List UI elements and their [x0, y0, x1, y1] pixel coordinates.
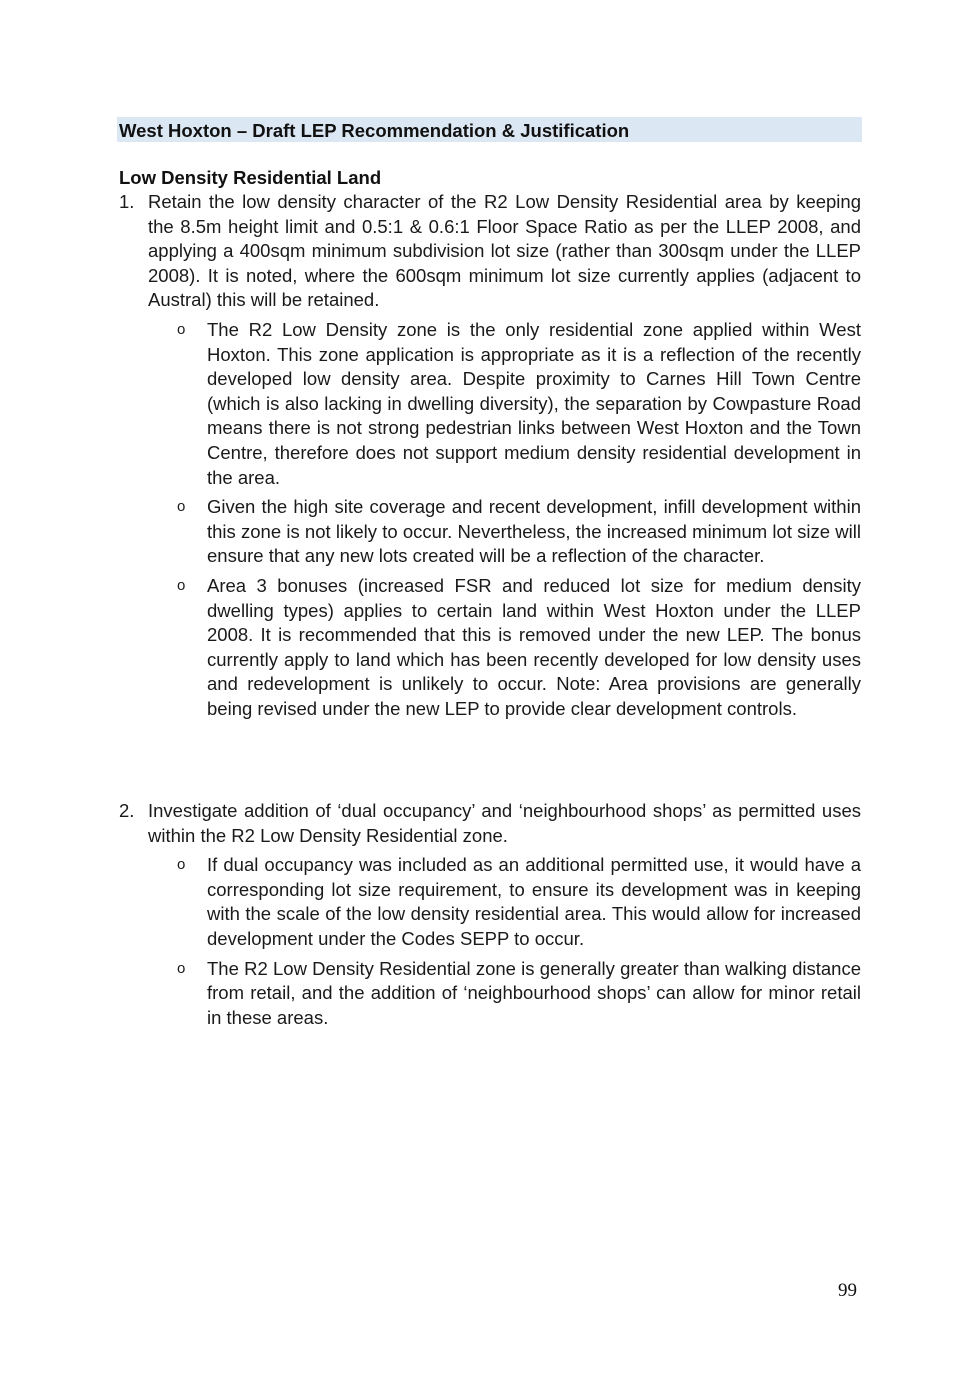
item-text: Investigate addition of ‘dual occupancy’ and ‘neighbourhood shops’ as permitted uses within the R2 Low Density Residential zone.: [148, 800, 861, 846]
list-item: [177, 318, 861, 490]
item-number: 2.: [119, 800, 135, 821]
numbered-item-2: [119, 799, 861, 1035]
bullet-circle-icon: o: [177, 320, 186, 338]
list-item: [177, 853, 861, 951]
numbered-item-1: [119, 190, 861, 726]
bullet-circle-icon: o: [177, 959, 186, 977]
bullet-circle-icon: o: [177, 856, 186, 874]
list-item: [177, 495, 861, 569]
bullet-text: Area 3 bonuses (increased FSR and reduced lot size for medium density dwelling types) applies to certain land within West Hoxton under the LLEP 2008. It is recommended that this is removed under the new LEP. The bonus currently apply to land which has been recently developed for low density uses and redevelopment is unlikely to occur. Note: Area provisions are generally being revised under the new LEP to provide clear development controls.: [207, 574, 861, 719]
bullet-text: If dual occupancy was included as an additional permitted use, it would have a corresponding lot size requirement, to ensure its development was in keeping with the scale of the low density residential area. This would allow for increased development under the Codes SEPP to occur.: [207, 854, 861, 949]
bullet-circle-icon: o: [177, 576, 186, 594]
item-text: Retain the low density character of the R2 Low Density Residential area by keeping the 8.5m height limit and 0.5:1 & 0.6:1 Floor Space Ratio as per the LLEP 2008, and applying a 400sqm minimum subdivision lot size (rather than 300sqm under the LLEP 2008). It is noted, where the 600sqm minimum lot size currently applies (adjacent to Austral) this will be retained.: [148, 191, 861, 311]
page-number: 99: [838, 1280, 857, 1301]
bullet-text: Given the high site coverage and recent development, infill development within this zone is not likely to occur. Nevertheless, the increased minimum lot size will ensure that any new lots created will be a reflection of the character.: [207, 496, 861, 567]
section-heading: West Hoxton – Draft LEP Recommendation & Justification: [117, 117, 862, 142]
bullet-list: [119, 853, 861, 1030]
list-item: [177, 574, 861, 722]
bullet-text: The R2 Low Density Residential zone is generally greater than walking distance from retail, and the addition of ‘neighbourhood shops’ can allow for minor retail in these areas.: [207, 957, 861, 1028]
subheading: Low Density Residential Land: [119, 167, 382, 188]
item-number: 1.: [119, 191, 135, 212]
bullet-text: The R2 Low Density zone is the only residential zone applied within West Hoxton. This zone application is appropriate as it is a reflection of the recently developed low density area. Despite proximity to Carnes Hill Town Centre (which is also lacking in dwelling diversity), the separation by Cowpasture Road means there is not strong pedestrian links between West Hoxton and the Town Centre, therefore does not support medium density residential development in the area.: [207, 318, 861, 488]
bullet-circle-icon: o: [177, 498, 186, 516]
bullet-list: [119, 318, 861, 722]
list-item: [177, 957, 861, 1031]
